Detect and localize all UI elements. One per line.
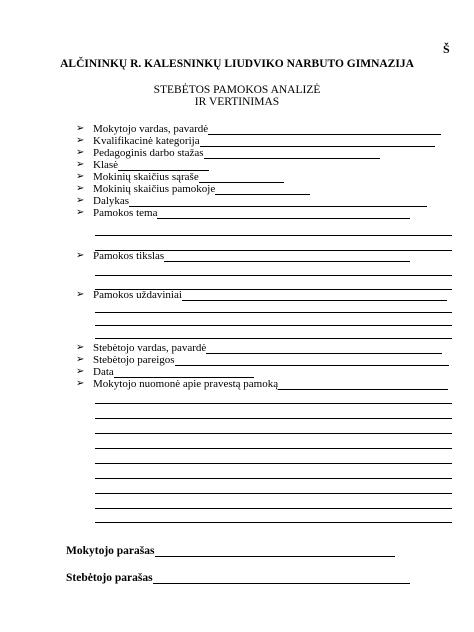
corner-letter: Š xyxy=(443,42,450,56)
signature-line[interactable] xyxy=(153,572,410,584)
writing-line[interactable] xyxy=(95,463,452,464)
field-goal xyxy=(76,250,410,262)
form-title-line2: IR VERTINIMAS xyxy=(194,96,280,108)
fill-in-line[interactable] xyxy=(200,136,435,147)
writing-line[interactable] xyxy=(95,433,452,434)
fill-in-line[interactable] xyxy=(204,148,380,159)
fill-in-line[interactable] xyxy=(182,290,447,301)
field-label: Pedagoginis darbo stažas xyxy=(93,147,204,159)
bullet-icon: ➢ xyxy=(76,366,85,377)
fill-in-line[interactable] xyxy=(175,355,449,366)
fill-in-line[interactable] xyxy=(118,160,209,171)
writing-line[interactable] xyxy=(95,403,452,404)
signature-label: Mokytojo parašas xyxy=(66,545,155,557)
signature-label: Stebėtojo parašas xyxy=(66,572,153,584)
writing-line[interactable] xyxy=(95,325,452,326)
bullet-icon: ➢ xyxy=(76,147,85,158)
field-label: Mokytojo vardas, pavardė xyxy=(93,123,209,135)
field-label: Pamokos tema xyxy=(93,207,158,219)
fill-in-line[interactable] xyxy=(215,184,310,195)
bullet-icon: ➢ xyxy=(76,207,85,218)
field-qualification xyxy=(76,135,435,147)
fill-in-line[interactable] xyxy=(164,251,410,262)
field-observer-name xyxy=(76,342,442,354)
field-label: Stebėtojo vardas, pavardė xyxy=(93,342,207,354)
field-grade xyxy=(76,159,209,171)
form-title-line1: STEBĖTOS PAMOKOS ANALIZĖ xyxy=(153,84,321,96)
writing-line[interactable] xyxy=(95,235,452,236)
bullet-icon: ➢ xyxy=(76,342,85,353)
field-teacher-name xyxy=(76,123,441,135)
field-label: Dalykas xyxy=(93,195,130,207)
bullet-icon: ➢ xyxy=(76,183,85,194)
bullet-icon: ➢ xyxy=(76,171,85,182)
writing-line[interactable] xyxy=(95,493,452,494)
bullet-icon: ➢ xyxy=(76,250,85,261)
field-label: Stebėtojo pareigos xyxy=(93,354,175,366)
field-topic xyxy=(76,207,410,219)
bullet-icon: ➢ xyxy=(76,378,85,389)
writing-line[interactable] xyxy=(95,522,452,523)
field-label: Pamokos tikslas xyxy=(93,250,165,262)
bullet-icon: ➢ xyxy=(76,354,85,365)
field-tasks xyxy=(76,289,447,301)
writing-line[interactable] xyxy=(95,312,452,313)
field-date xyxy=(76,366,254,378)
fill-in-line[interactable] xyxy=(114,367,254,378)
school-name: ALČININKŲ R. KALESNINKŲ LIUDVIKO NARBUTO GIMNAZIJA xyxy=(60,58,414,70)
teacher-signature xyxy=(66,545,395,557)
writing-line[interactable] xyxy=(95,478,452,479)
bullet-icon: ➢ xyxy=(76,135,85,146)
field-teacher-opinion xyxy=(76,378,448,390)
field-label: Klasė xyxy=(93,159,119,171)
fill-in-line[interactable] xyxy=(129,196,427,207)
field-label: Kvalifikacinė kategorija xyxy=(93,135,200,147)
field-experience xyxy=(76,147,380,159)
writing-line[interactable] xyxy=(95,508,452,509)
observer-signature xyxy=(66,572,410,584)
bullet-icon: ➢ xyxy=(76,123,85,134)
fill-in-line[interactable] xyxy=(157,208,410,219)
fill-in-line[interactable] xyxy=(206,343,442,354)
writing-line[interactable] xyxy=(95,448,452,449)
field-label: Data xyxy=(93,366,114,378)
fill-in-line[interactable] xyxy=(208,124,441,135)
writing-line[interactable] xyxy=(95,275,452,276)
field-subject xyxy=(76,195,427,207)
fill-in-line[interactable] xyxy=(278,379,448,390)
field-label: Mokinių skaičius sąraše xyxy=(93,171,199,183)
signature-line[interactable] xyxy=(155,545,395,557)
field-students-list xyxy=(76,171,284,183)
field-label: Mokinių skaičius pamokoje xyxy=(93,183,216,195)
writing-line[interactable] xyxy=(95,338,452,339)
bullet-icon: ➢ xyxy=(76,159,85,170)
bullet-icon: ➢ xyxy=(76,195,85,206)
bullet-icon: ➢ xyxy=(76,289,85,300)
field-observer-position xyxy=(76,354,449,366)
field-label: Mokytojo nuomonė apie pravestą pamoką xyxy=(93,378,279,390)
fill-in-line[interactable] xyxy=(199,172,284,183)
writing-line[interactable] xyxy=(95,418,452,419)
field-label: Pamokos uždaviniai xyxy=(93,289,182,301)
field-students-lesson xyxy=(76,183,310,195)
